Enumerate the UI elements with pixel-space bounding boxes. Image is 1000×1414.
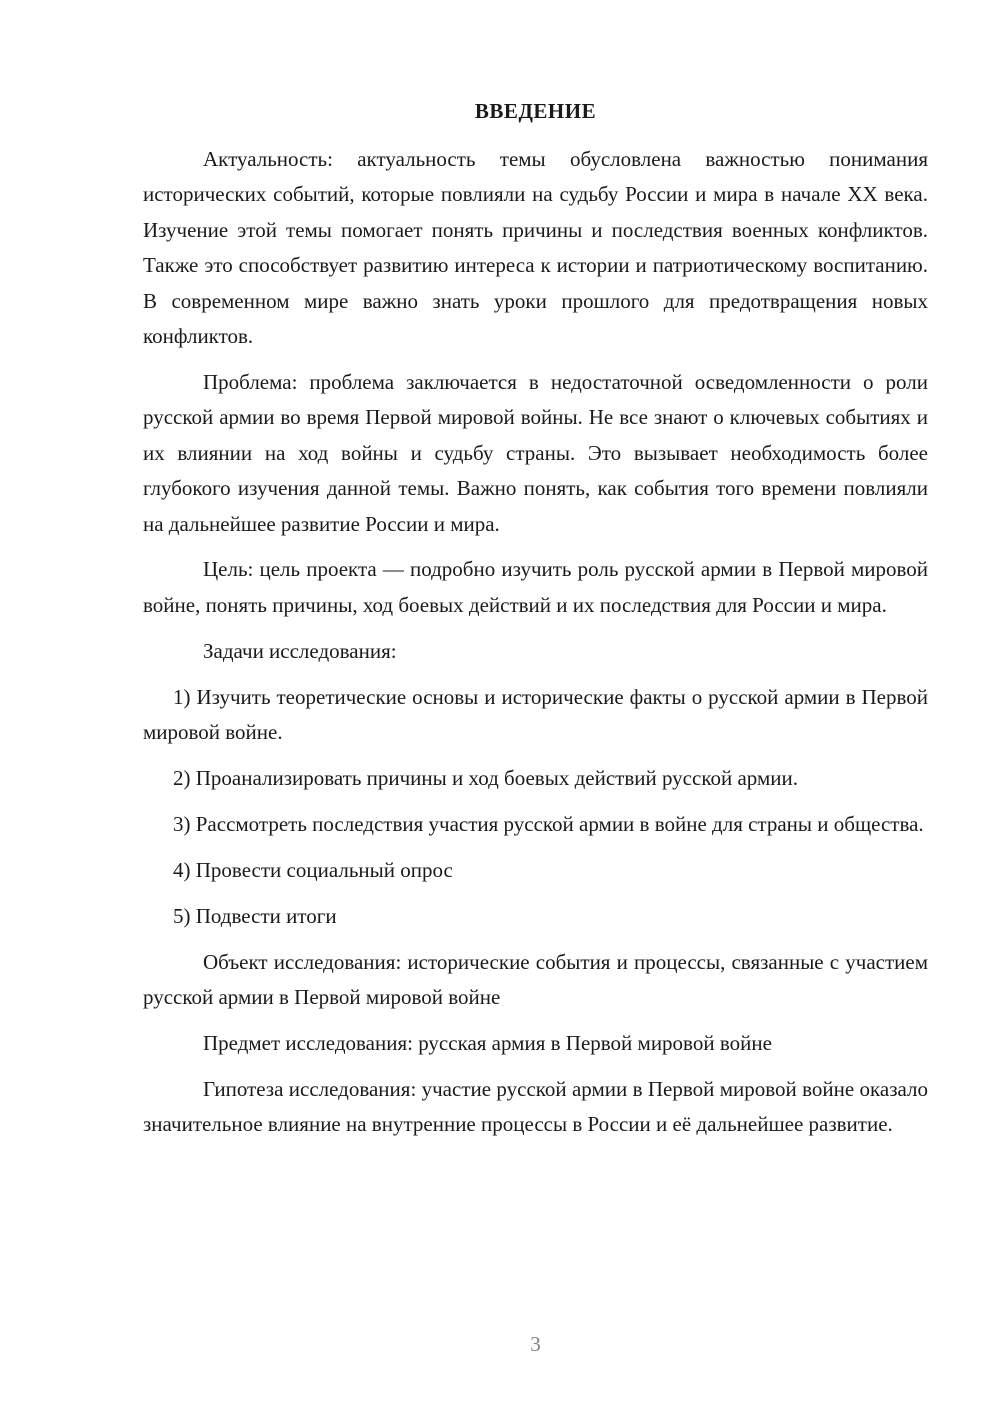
paragraph-goal: Цель: цель проекта — подробно изучить роль русской армии в Первой мировой войне, понять причины, ход боевых действий и их последствия для России и мира. xyxy=(143,557,928,617)
paragraph-subject: Предмет исследования: русская армия в Первой мировой войне xyxy=(203,1030,772,1055)
task-item-2: 2) Проанализировать причины и ход боевых действий русской армии. xyxy=(173,766,798,790)
paragraph-tasks-heading: Задачи исследования: xyxy=(203,638,397,663)
paragraph-relevance: Актуальность: актуальность темы обусловлена важностью понимания исторических событий, которые повлияли на судьбу России и мира в начале XX века. Изучение этой темы помогает понять причины и последствия военных конфликтов. Также это способствует развитию интереса к истории и патриотическому воспитанию. В современном мире важно знать уроки прошлого для предотвращения новых конфликтов. xyxy=(143,147,928,349)
document-body xyxy=(143,142,928,1153)
page-title: ВВЕДЕНИЕ xyxy=(474,99,597,123)
task-item-3: 3) Рассмотреть последствия участия русской армии в войне для страны и общества. xyxy=(173,811,924,836)
paragraph-object: Объект исследования: исторические события и процессы, связанные с участием русской армии в Первой мировой войне xyxy=(143,949,928,1010)
page-number: 3 xyxy=(530,1332,541,1356)
task-item-1: 1) Изучить теоретические основы и исторические факты о русской армии в Первой мировой войне. xyxy=(143,684,928,745)
paragraph-hypothesis: Гипотеза исследования: участие русской армии в Первой мировой войне оказало значительное влияние на внутренние процессы в России и её дальнейшее развитие. xyxy=(143,1076,928,1137)
task-item-5: 5) Подвести итоги xyxy=(173,903,337,928)
task-item-4: 4) Провести социальный опрос xyxy=(173,857,453,882)
paragraph-problem: Проблема: проблема заключается в недостаточной осведомленности о роли русской армии во время Первой мировой войны. Не все знают о ключевых событиях и их влиянии на ход войны и судьбу страны. Это вызывает необходимость более глубокого изучения данной темы. Важно понять, как события того времени повлияли на дальнейшее развитие России и мира. xyxy=(143,369,928,536)
